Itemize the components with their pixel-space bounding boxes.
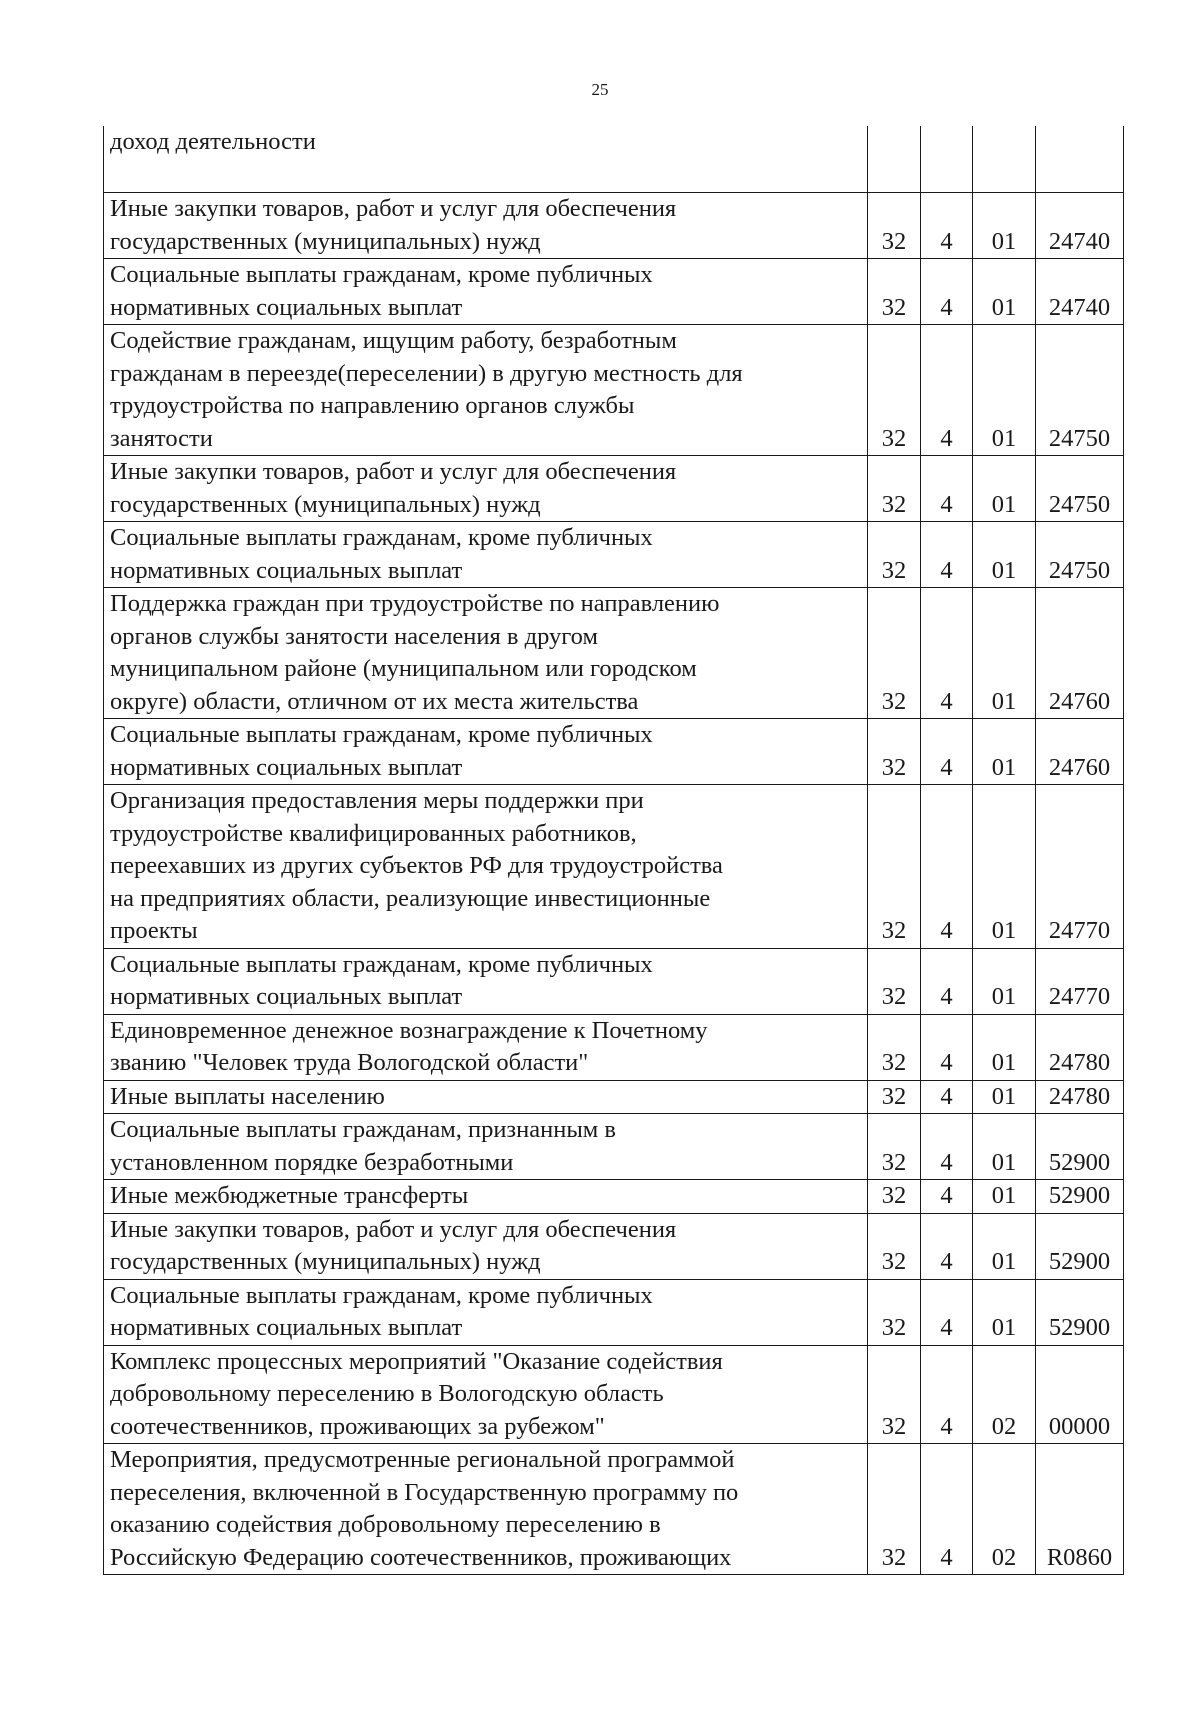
- code-cell-3: 01: [973, 588, 1036, 719]
- budget-table-body: [104, 126, 1124, 1575]
- row-name-cell: [104, 325, 868, 456]
- page-number: 25: [591, 80, 609, 99]
- code-cell-4: 24770: [1036, 948, 1124, 1014]
- code-cell-3: 01: [973, 1080, 1036, 1114]
- code-cell-4: 52900: [1036, 1279, 1124, 1345]
- code-cell-2: 4: [921, 1444, 973, 1575]
- row-name-cell: [104, 456, 868, 522]
- row-name-line: доход деятельности: [110, 128, 316, 155]
- row-name-line: Поддержка граждан при трудоустройстве по направлению: [110, 590, 720, 617]
- code-cell-1: 32: [868, 1279, 921, 1345]
- code-cell-3: 01: [973, 1114, 1036, 1180]
- row-name-line: Социальные выплаты гражданам, кроме публичных: [110, 261, 653, 288]
- code-cell-4: 52900: [1036, 1114, 1124, 1180]
- row-name-line: нормативных социальных выплат: [110, 983, 463, 1010]
- row-name-line: Иные выплаты населению: [110, 1082, 385, 1110]
- table-row: [104, 193, 1124, 259]
- code-cell-1: 32: [868, 325, 921, 456]
- row-name-line: добровольному переселению в Вологодскую область: [110, 1380, 664, 1407]
- code-cell-3: 01: [973, 719, 1036, 785]
- row-name-line: проекты: [110, 917, 198, 944]
- row-name-cell: [104, 588, 868, 719]
- code-cell-1: 32: [868, 948, 921, 1014]
- row-name-line: Иные закупки товаров, работ и услуг для обеспечения: [110, 458, 677, 485]
- code-cell-2: 4: [921, 785, 973, 949]
- row-name-cell: [104, 1345, 868, 1444]
- code-cell-1: 32: [868, 1080, 921, 1114]
- code-cell-1: 32: [868, 1444, 921, 1575]
- code-cell-4: 24740: [1036, 193, 1124, 259]
- code-cell-3: 01: [973, 456, 1036, 522]
- code-cell-3: 01: [973, 193, 1036, 259]
- code-cell-4: 24780: [1036, 1080, 1124, 1114]
- code-cell-3: 01: [973, 1180, 1036, 1214]
- row-name-line: Иные закупки товаров, работ и услуг для обеспечения: [110, 195, 677, 222]
- code-cell-2: 4: [921, 719, 973, 785]
- row-name-cell: [104, 948, 868, 1014]
- code-cell-2: 4: [921, 325, 973, 456]
- row-name-line: установленном порядке безработными: [110, 1148, 514, 1176]
- table-row: [104, 588, 1124, 719]
- row-name-cell: [104, 1180, 868, 1214]
- code-cell-4: 24740: [1036, 259, 1124, 325]
- row-name-cell: [104, 1279, 868, 1345]
- row-name-line: Социальные выплаты гражданам, кроме публичных: [110, 721, 653, 748]
- code-cell-2: 4: [921, 1213, 973, 1279]
- code-cell-3: 01: [973, 259, 1036, 325]
- row-name-line: Единовременное денежное вознаграждение к Почетному: [110, 1016, 708, 1044]
- row-name-line: органов службы занятости населения в другом: [110, 622, 598, 650]
- row-name-cell: [104, 259, 868, 325]
- table-row: [104, 1279, 1124, 1345]
- code-cell-1: 32: [868, 719, 921, 785]
- code-cell-1: 32: [868, 588, 921, 719]
- code-cell-4: 24780: [1036, 1014, 1124, 1080]
- code-cell-1: 32: [868, 1014, 921, 1080]
- row-name-line: Организация предоставления меры поддержки при: [110, 787, 644, 814]
- code-cell-3: 01: [973, 522, 1036, 588]
- row-name-cell: [104, 522, 868, 588]
- code-cell-2: [921, 126, 973, 193]
- code-cell-4: 52900: [1036, 1180, 1124, 1214]
- code-cell-3: 01: [973, 785, 1036, 949]
- code-cell-2: 4: [921, 1014, 973, 1080]
- table-row: [104, 1213, 1124, 1279]
- row-name-line: нормативных социальных выплат: [110, 753, 463, 781]
- code-cell-2: 4: [921, 1345, 973, 1444]
- table-row: [104, 1014, 1124, 1080]
- row-name-line: гражданам в переезде(переселении) в другую местность для: [110, 359, 743, 387]
- row-name-line: Комплекс процессных мероприятий "Оказание содействия: [110, 1347, 723, 1375]
- table-row: [104, 522, 1124, 588]
- row-name-line: трудоустройстве квалифицированных работников,: [110, 819, 637, 847]
- code-cell-4: 24750: [1036, 522, 1124, 588]
- code-cell-2: 4: [921, 1080, 973, 1114]
- table-row: [104, 1080, 1124, 1114]
- row-name-line: Социальные выплаты гражданам, кроме публичных: [110, 1281, 653, 1309]
- row-name-line: государственных (муниципальных) нужд: [110, 227, 541, 255]
- row-name-line: округе) области, отличном от их места жительства: [110, 687, 639, 715]
- code-cell-3: 02: [973, 1444, 1036, 1575]
- budget-table: [103, 126, 1124, 1575]
- row-name-line: званию "Человек труда Вологодской области": [110, 1049, 589, 1076]
- row-name-line: занятости: [110, 424, 213, 452]
- code-cell-3: 01: [973, 325, 1036, 456]
- code-cell-4: [1036, 126, 1124, 193]
- code-cell-3: 01: [973, 948, 1036, 1014]
- code-cell-1: 32: [868, 1345, 921, 1444]
- table-row: [104, 1114, 1124, 1180]
- code-cell-4: 24750: [1036, 456, 1124, 522]
- row-name-line: соотечественников, проживающих за рубежом": [110, 1412, 605, 1440]
- row-name-line: нормативных социальных выплат: [110, 556, 463, 584]
- row-name-cell: [104, 1444, 868, 1575]
- code-cell-2: 4: [921, 948, 973, 1014]
- row-name-line: государственных (муниципальных) нужд: [110, 490, 541, 518]
- code-cell-3: [973, 126, 1036, 193]
- row-name-cell: [104, 1014, 868, 1080]
- code-cell-1: 32: [868, 193, 921, 259]
- row-name-line: Иные закупки товаров, работ и услуг для обеспечения: [110, 1215, 677, 1243]
- row-name-cell: [104, 1114, 868, 1180]
- row-name-cell: [104, 719, 868, 785]
- row-name-line: на предприятиях области, реализующие инвестиционные: [110, 884, 711, 912]
- row-name-line: государственных (муниципальных) нужд: [110, 1248, 541, 1275]
- code-cell-4: 52900: [1036, 1213, 1124, 1279]
- row-name-line: переселения, включенной в Государственную программу по: [110, 1478, 739, 1506]
- code-cell-2: 4: [921, 259, 973, 325]
- row-name-cell: [104, 1080, 868, 1114]
- code-cell-4: 00000: [1036, 1345, 1124, 1444]
- code-cell-2: 4: [921, 1180, 973, 1214]
- row-name-line: Социальные выплаты гражданам, кроме публичных: [110, 950, 653, 978]
- row-name-line: Российскую Федерацию соотечественников, проживающих: [110, 1543, 732, 1571]
- code-cell-1: 32: [868, 456, 921, 522]
- code-cell-2: 4: [921, 1279, 973, 1345]
- row-name-cell: [104, 1213, 868, 1279]
- code-cell-1: 32: [868, 1180, 921, 1214]
- table-row: [104, 1345, 1124, 1444]
- table-row: [104, 1444, 1124, 1575]
- table-row: [104, 325, 1124, 456]
- code-cell-3: 02: [973, 1345, 1036, 1444]
- table-row: [104, 1180, 1124, 1214]
- table-row: [104, 259, 1124, 325]
- row-name-line: Мероприятия, предусмотренные региональной программой: [110, 1446, 735, 1473]
- code-cell-2: 4: [921, 456, 973, 522]
- row-name-cell: [104, 785, 868, 949]
- row-name-line: оказанию содействия добровольному переселению в: [110, 1511, 661, 1538]
- code-cell-4: 24770: [1036, 785, 1124, 949]
- row-name-line: муниципальном районе (муниципальном или городском: [110, 655, 697, 682]
- row-name-line: нормативных социальных выплат: [110, 1314, 463, 1341]
- table-row: [104, 719, 1124, 785]
- code-cell-1: 32: [868, 785, 921, 949]
- table-row: [104, 456, 1124, 522]
- code-cell-2: 4: [921, 588, 973, 719]
- row-name-line: трудоустройства по направлению органов службы: [110, 392, 635, 419]
- code-cell-1: 32: [868, 522, 921, 588]
- row-name-line: Иные межбюджетные трансферты: [110, 1182, 469, 1209]
- row-name-cell: [104, 126, 868, 193]
- row-name-line: нормативных социальных выплат: [110, 293, 463, 321]
- row-name-line: Содействие гражданам, ищущим работу, безработным: [110, 327, 677, 354]
- row-name-cell: [104, 193, 868, 259]
- code-cell-3: 01: [973, 1213, 1036, 1279]
- code-cell-1: 32: [868, 259, 921, 325]
- table-row: [104, 126, 1124, 193]
- code-cell-3: 01: [973, 1279, 1036, 1345]
- code-cell-1: [868, 126, 921, 193]
- code-cell-1: 32: [868, 1213, 921, 1279]
- code-cell-2: 4: [921, 193, 973, 259]
- row-name-line: Социальные выплаты гражданам, кроме публичных: [110, 524, 653, 551]
- code-cell-4: R0860: [1036, 1444, 1124, 1575]
- code-cell-4: 24760: [1036, 588, 1124, 719]
- code-cell-4: 24760: [1036, 719, 1124, 785]
- code-cell-3: 01: [973, 1014, 1036, 1080]
- code-cell-1: 32: [868, 1114, 921, 1180]
- table-row: [104, 785, 1124, 949]
- table-row: [104, 948, 1124, 1014]
- row-name-line: переехавших из других субъектов РФ для трудоустройства: [110, 852, 723, 879]
- code-cell-4: 24750: [1036, 325, 1124, 456]
- row-name-line: Социальные выплаты гражданам, признанным в: [110, 1116, 616, 1143]
- code-cell-2: 4: [921, 522, 973, 588]
- code-cell-2: 4: [921, 1114, 973, 1180]
